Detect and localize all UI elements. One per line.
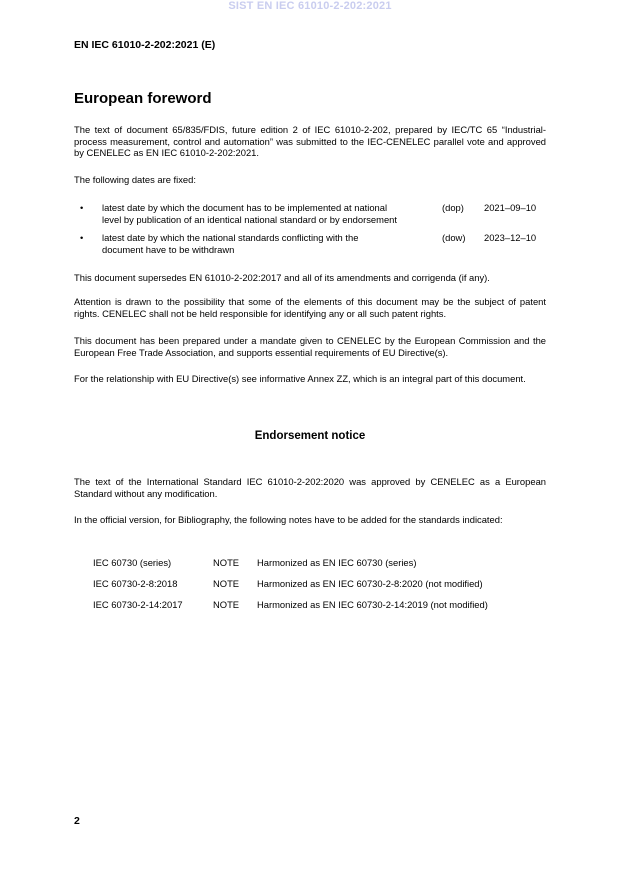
endorsement-paragraph-2: In the official version, for Bibliography, the following notes have to be added for the standards indicated: <box>74 514 503 525</box>
note-standard: IEC 60730-2-14:2017 <box>93 599 183 610</box>
foreword-paragraph-3: This document supersedes EN 61010-2-202:2017 and all of its amendments and corrigenda (if any). <box>74 272 490 283</box>
note-text: Harmonized as EN IEC 60730-2-8:2020 (not modified) <box>257 578 483 589</box>
bullet-text: latest date by which the document has to be implemented at national level by publication of an identical national standard or by endorsement <box>102 202 397 225</box>
bullet-code: (dow) <box>442 232 466 243</box>
endorsement-paragraph-1: The text of the International Standard IEC 61010-2-202:2020 was approved by CENELEC as a European Standard without any modification. <box>74 476 546 499</box>
foreword-paragraph-4: Attention is drawn to the possibility that some of the elements of this document may be the subject of patent rights. CENELEC shall not be held responsible for identifying any or all such patent rights. <box>74 296 546 319</box>
note-standard: IEC 60730 (series) <box>93 557 172 568</box>
page-number: 2 <box>74 815 80 827</box>
note-text: Harmonized as EN IEC 60730-2-14:2019 (not modified) <box>257 599 488 610</box>
bullet-date: 2021–09–10 <box>484 202 537 213</box>
foreword-paragraph-5: This document has been prepared under a mandate given to CENELEC by the European Commission and the European Free Trade Association, and supports essential requirements of EU Directive(s). <box>74 335 546 358</box>
watermark: SIST EN IEC 61010-2-202:2021 <box>228 0 392 12</box>
document-id: EN IEC 61010-2-202:2021 (E) <box>74 39 216 51</box>
bullet-text: latest date by which the national standards conflicting with the document have to be withdrawn <box>102 232 359 255</box>
foreword-paragraph-1: The text of document 65/835/FDIS, future edition 2 of IEC 61010-2-202, prepared by IEC/TC 65 “Industrial-process measurement, control and automation” was submitted to the IEC-CENELEC parallel vote and approved by CENELEC as EN IEC 61010-2-202:2021. <box>74 124 546 159</box>
foreword-title: European foreword <box>74 90 212 107</box>
foreword-paragraph-6: For the relationship with EU Directive(s) see informative Annex ZZ, which is an integral part of this document. <box>74 373 526 384</box>
note-standard: IEC 60730-2-8:2018 <box>93 578 178 589</box>
note-label: NOTE <box>213 599 240 610</box>
bullet-date: 2023–12–10 <box>484 232 537 243</box>
foreword-paragraph-2: The following dates are fixed: <box>74 174 196 185</box>
bullet-icon: • <box>80 232 84 243</box>
bullet-code: (dop) <box>442 202 464 213</box>
bullet-icon: • <box>80 202 84 213</box>
note-label: NOTE <box>213 578 240 589</box>
endorsement-title: Endorsement notice <box>254 430 366 442</box>
note-text: Harmonized as EN IEC 60730 (series) <box>257 557 417 568</box>
note-label: NOTE <box>213 557 240 568</box>
